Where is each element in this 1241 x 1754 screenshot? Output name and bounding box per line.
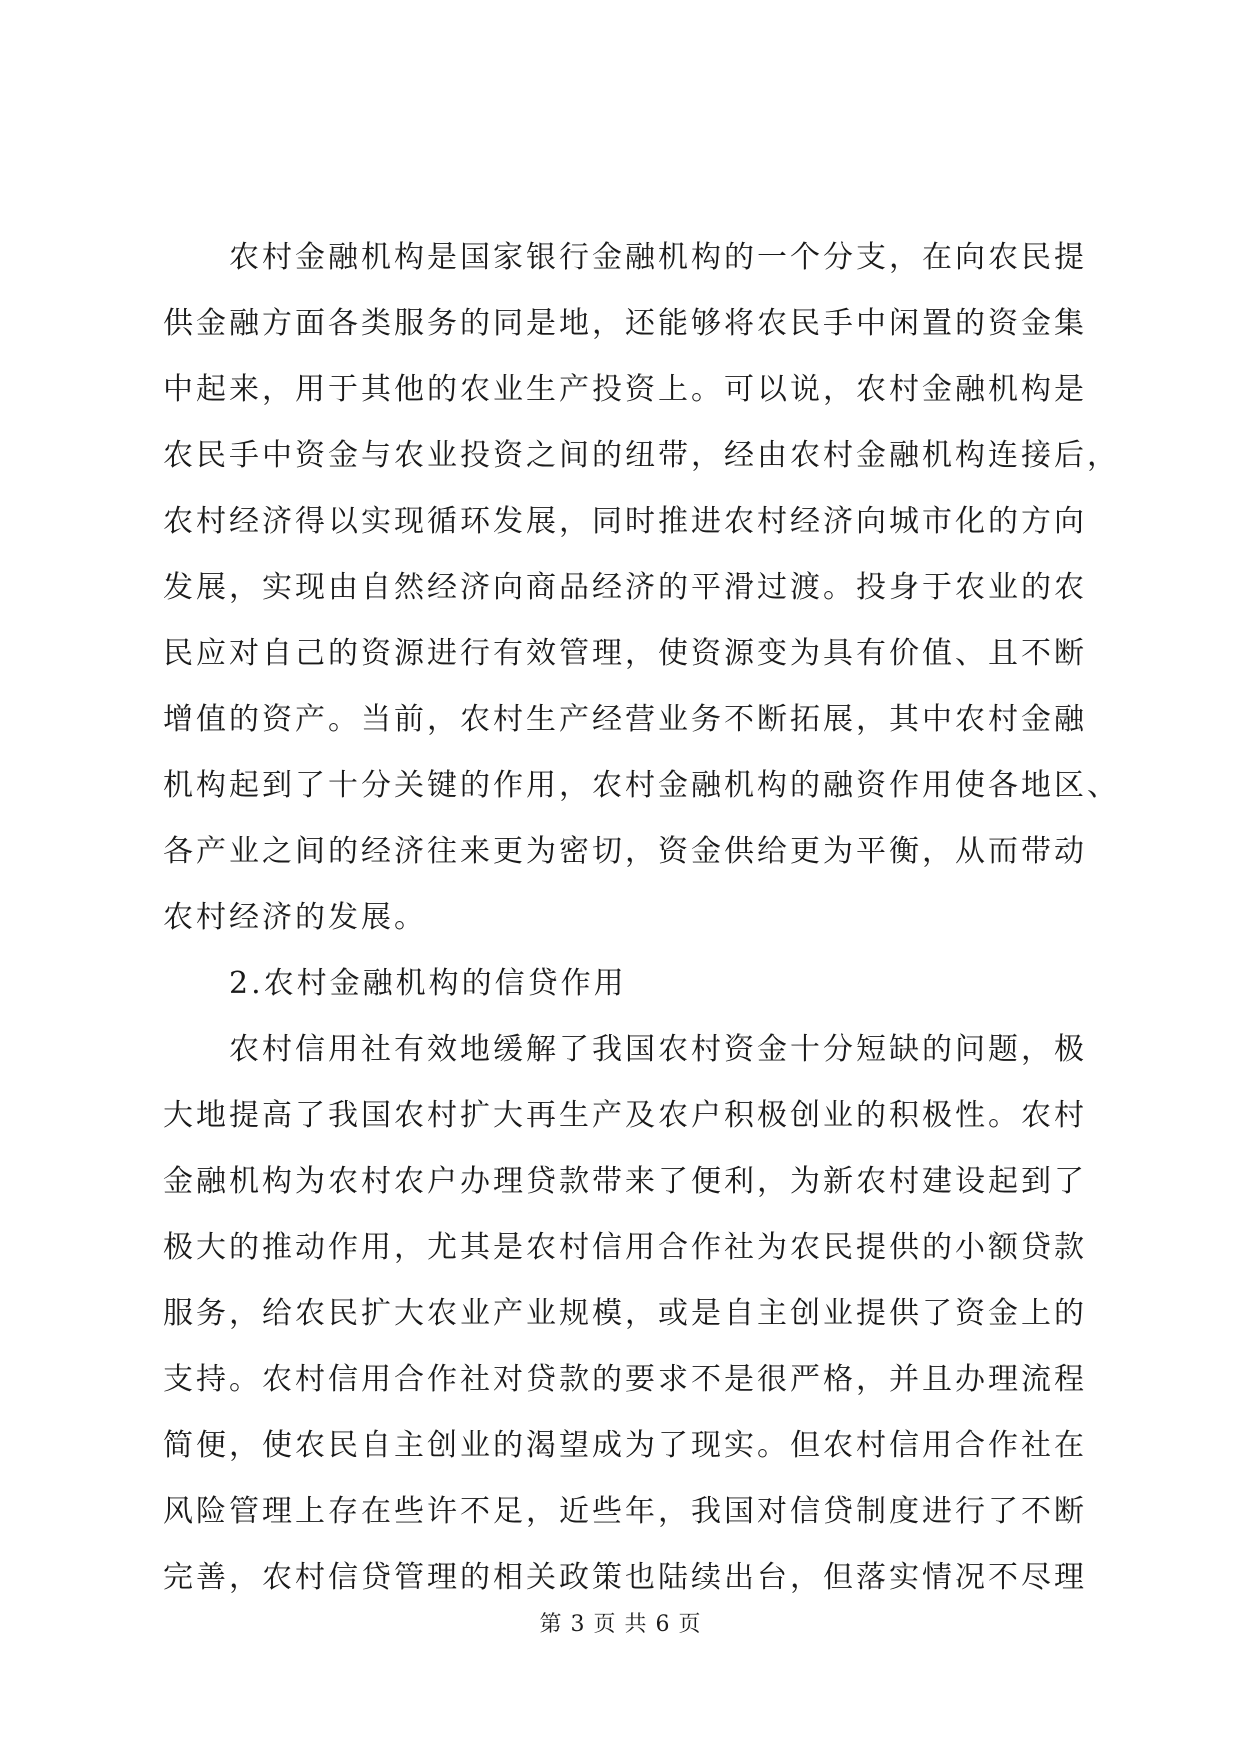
text-line: 发展，实现由自然经济向商品经济的平滑过渡。投身于农业的农	[163, 570, 1087, 605]
body-text	[163, 225, 1120, 1611]
text-line: 农村经济的发展。	[163, 900, 427, 935]
text-line: 民应对自己的资源进行有效管理，使资源变为具有价值、且不断	[163, 636, 1087, 671]
text-line: 农村信用社有效地缓解了我国农村资金十分短缺的问题，极	[163, 1032, 1087, 1067]
text-line: 中起来，用于其他的农业生产投资上。可以说，农村金融机构是	[163, 372, 1087, 407]
text-line: 农村经济得以实现循环发展，同时推进农村经济向城市化的方向	[163, 504, 1087, 539]
text-line: 服务，给农民扩大农业产业规模，或是自主创业提供了资金上的	[163, 1296, 1087, 1331]
text-line: 金融机构为农村农户办理贷款带来了便利，为新农村建设起到了	[163, 1164, 1087, 1199]
page-number-footer: 第 3 页 共 6 页	[539, 1612, 702, 1637]
text-line: 供金融方面各类服务的同是地，还能够将农民手中闲置的资金集	[163, 306, 1087, 341]
text-line: 机构起到了十分关键的作用，农村金融机构的融资作用使各地区、	[163, 768, 1120, 803]
text-line: 完善，农村信贷管理的相关政策也陆续出台，但落实情况不尽理	[163, 1560, 1087, 1595]
text-line: 极大的推动作用，尤其是农村信用合作社为农民提供的小额贷款	[163, 1230, 1087, 1265]
text-line: 支持。农村信用合作社对贷款的要求不是很严格，并且办理流程	[163, 1362, 1087, 1397]
text-line: 简便，使农民自主创业的渴望成为了现实。但农村信用合作社在	[163, 1428, 1087, 1463]
text-line: 增值的资产。当前，农村生产经营业务不断拓展，其中农村金融	[163, 702, 1087, 737]
text-line: 大地提高了我国农村扩大再生产及农户积极创业的积极性。农村	[163, 1098, 1087, 1133]
text-line: 各产业之间的经济往来更为密切，资金供给更为平衡，从而带动	[163, 834, 1087, 869]
text-line: 风险管理上存在些许不足，近些年，我国对信贷制度进行了不断	[163, 1494, 1087, 1529]
section-heading: 2.农村金融机构的信贷作用	[163, 966, 627, 1001]
text-line: 农村金融机构是国家银行金融机构的一个分支，在向农民提	[163, 240, 1087, 275]
text-line: 农民手中资金与农业投资之间的纽带，经由农村金融机构连接后，	[163, 438, 1120, 473]
